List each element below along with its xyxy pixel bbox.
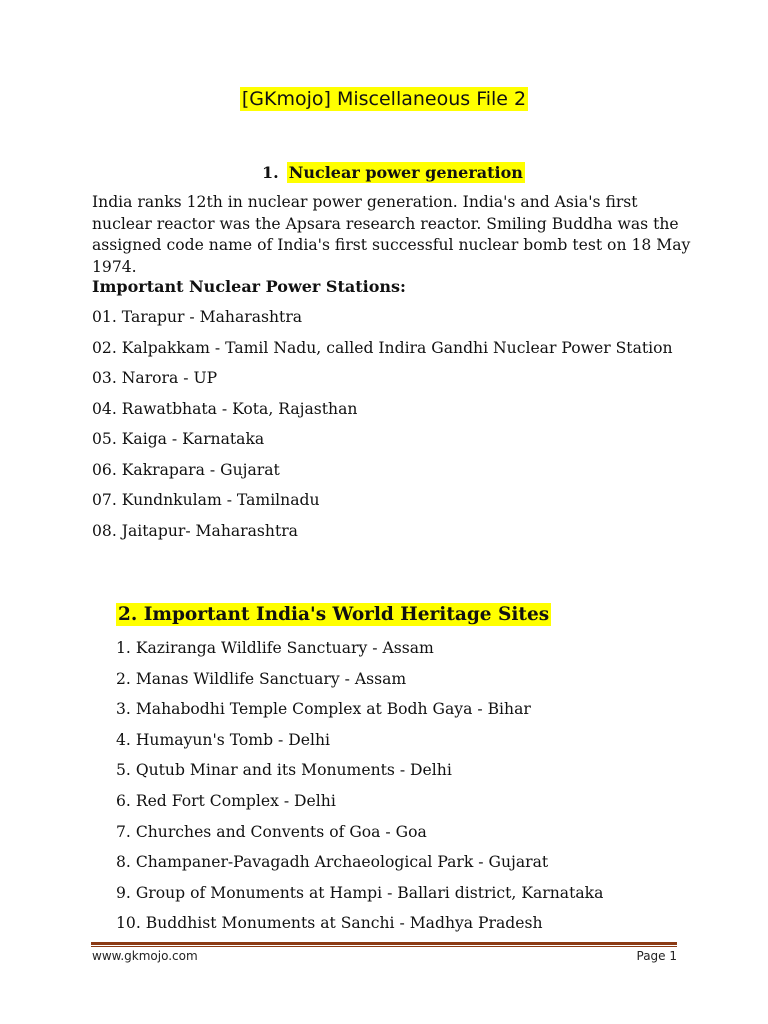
list-item: 07. Kundnkulam - Tamilnadu [92, 491, 320, 509]
document-title [0, 88, 768, 110]
list-item: 01. Tarapur - Maharashtra [92, 308, 303, 326]
list-item: 05. Kaiga - Karnataka [92, 430, 265, 448]
section1-intro-paragraph: India ranks 12th in nuclear power generation. India's and Asia's first nuclear reactor was the Apsara research reactor. Smiling Buddha was the assigned code name of India's first successful nuclear bomb test on 18 May 1974. [92, 193, 691, 276]
section2-heading [116, 604, 551, 625]
list-item: 1. Kaziranga Wildlife Sanctuary - Assam [116, 639, 434, 657]
footer-page-number: Page 1 [636, 949, 677, 963]
section1-subheading: Important Nuclear Power Stations: [92, 277, 406, 296]
list-item: 6. Red Fort Complex - Delhi [116, 791, 336, 810]
list-item: 5. Qutub Minar and its Monuments - Delhi [116, 761, 452, 780]
section1-number: 1. [262, 163, 279, 182]
section1-heading [262, 163, 525, 182]
list-item: 10. Buddhist Monuments at Sanchi - Madhya Pradesh [116, 914, 543, 933]
section1-heading-text: Nuclear power generation [288, 163, 523, 182]
list-item: 06. Kakrapara - Gujarat [92, 460, 280, 479]
list-item: 02. Kalpakkam - Tamil Nadu, called Indira Gandhi Nuclear Power Station [92, 338, 673, 357]
footer-divider [91, 942, 677, 945]
footer-website: www.gkmojo.com [92, 949, 198, 963]
list-item: 04. Rawatbhata - Kota, Rajasthan [92, 399, 358, 418]
footer-divider-thin [91, 946, 677, 947]
list-item: 4. Humayun's Tomb - Delhi [116, 730, 330, 749]
heritage-sites-list [116, 638, 716, 944]
document-title-text: [GKmojo] Miscellaneous File 2 [241, 88, 527, 110]
list-item: 3. Mahabodhi Temple Complex at Bodh Gaya - Bihar [116, 700, 531, 719]
list-item: 7. Churches and Convents of Goa - Goa [116, 822, 427, 841]
list-item: 08. Jaitapur- Maharashtra [92, 521, 298, 540]
list-item: 9. Group of Monuments at Hampi - Ballari district, Karnataka [116, 883, 604, 902]
list-item: 2. Manas Wildlife Sanctuary - Assam [116, 669, 407, 688]
section2-heading-text: 2. Important India's World Heritage Sites [118, 604, 550, 625]
list-item: 8. Champaner-Pavagadh Archaeological Park - Gujarat [116, 853, 549, 872]
list-item: 03. Narora - UP [92, 369, 218, 387]
nuclear-stations-list [92, 307, 692, 551]
